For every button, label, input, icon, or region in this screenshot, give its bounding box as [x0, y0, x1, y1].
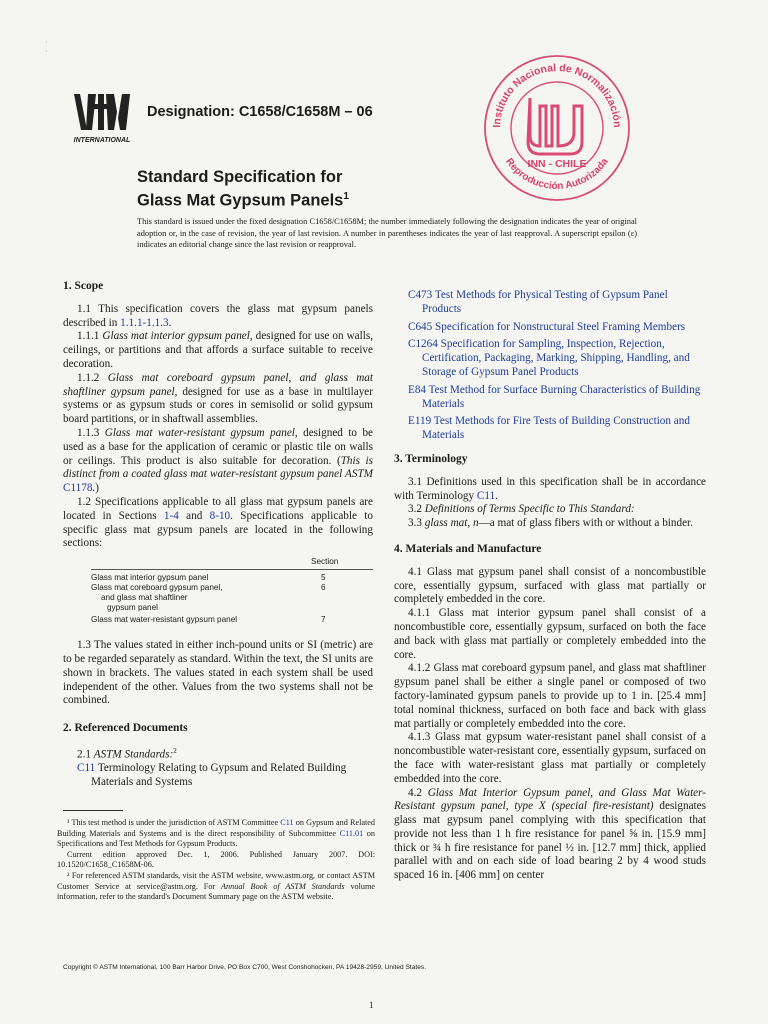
- refdocs-heading: 2. Referenced Documents: [63, 722, 188, 735]
- para-4-1-2: 4.1.2 Glass mat coreboard gypsum panel, and glass mat shaftliner gypsum panel shall be either a single panel or composed of two factory-laminated gypsum panels to provide up to 1 in. [25.4 mm] total nominal thickness, surfaced on both face and back with glass mat partially or completely embedded into the core.: [394, 662, 706, 730]
- para-1-1-2: 1.1.2 Glass mat coreboard gypsum panel, and glass mat shaftliner gypsum panel, designed for use as a base in multilayer systems or as gypsum studs or cores in semisolid or solid gypsum board partitions, or in shaftwall assemblies.: [63, 371, 374, 426]
- para-1-1-3: 1.1.3 Glass mat water-resistant gypsum panel, designed to be used as a base for the application of ceramic or plastic tile on walls or ceilings. This product is also suitable for decoration. (This is distinct from a coated glass mat water-resistant gypsum panel ASTM C1178.): [63, 426, 373, 495]
- para-4-1-3: 4.1.3 Glass mat gypsum water-resistant panel shall consist of a noncombustible water-resistant core, essentially gypsum, surfaced on the face with water-resistant glass mat partially or completely embedded into the core.: [394, 731, 706, 785]
- ref-link[interactable]: C1178: [63, 482, 93, 495]
- inn-chile-stamp: [478, 44, 636, 212]
- materials-heading: 4. Materials and Manufacture: [394, 542, 542, 555]
- para-1-1-1: 1.1.1 Glass mat interior gypsum panel, designed for use on walls, ceilings, or partitions and that affords a surface suitable to receive decoration.: [63, 330, 373, 370]
- ref-link[interactable]: C11: [476, 489, 496, 502]
- ref-link[interactable]: 1.1.1-1.1.3: [120, 316, 169, 329]
- para-1-2: 1.2 Specifications applicable to all glass mat gypsum panels are located in Sections 1-4 and 8-10. Specifications applicable to specific glass mat gypsum panels are located in the following sections:: [63, 495, 373, 550]
- reference-item: E119 Test Methods for Fire Tests of Building Construction and Materials: [408, 415, 690, 442]
- scan-specks: · ·: [45, 38, 48, 56]
- ref-link[interactable]: C645: [408, 320, 433, 333]
- ref-link[interactable]: C11.01: [339, 828, 364, 838]
- logo-caption: INTERNATIONAL: [73, 137, 131, 144]
- table-row: and glass mat shaftliner: [101, 593, 188, 603]
- footnote-1: ¹ This test method is under the jurisdiction of ASTM Committee C11 on Gypsum and Related Building Materials and Systems and is the direct responsibility of Subcommittee C11.01 on Specifications and Test Methods for Gypsum Products.: [57, 818, 375, 849]
- left-column: [63, 280, 373, 794]
- ref-link[interactable]: C1264: [408, 338, 438, 351]
- document-title: [137, 167, 349, 211]
- stamp-ring-text: Instituto Nacional de Normalización: [490, 61, 624, 128]
- table-row: Glass mat interior gypsum panel 5: [91, 573, 326, 583]
- table-rule: [91, 569, 373, 570]
- ref-link[interactable]: C473: [408, 289, 433, 301]
- para-3-1: 3.1 Definitions used in this specification shall be in accordance with Terminology C11.: [394, 475, 706, 502]
- para-3-3: 3.3 glass mat, n—a mat of glass fibers with or without a binder.: [408, 517, 693, 530]
- astm-logo-icon: [70, 90, 134, 146]
- stamp-center-text: INN - CHILE: [527, 158, 587, 170]
- para-1-3: 1.3 The values stated in either inch-pound units or SI (metric) are to be regarded separately as standard. Within the text, the SI units are shown in brackets. The values stated in each system shall be used independent of the other. Values from the two systems shall not be combined.: [63, 639, 374, 707]
- reference-item: E84 Test Method for Surface Burning Characteristics of Building Materials: [408, 383, 701, 410]
- section-table: [63, 557, 373, 639]
- standard-notice: This standard is issued under the fixed designation C1658/C1658M; the number immediately following the designation indicates the year of original adoption or, in the case of revision, the year of last revision. A number in parentheses indicates the year of last reapproval. A superscript epsilon (ε) indicates an editorial change since the last revision or reapproval.: [137, 217, 637, 249]
- title-line-2: Glass Mat Gypsum Panels$^1$: [137, 191, 349, 210]
- para-3-2: 3.2 Definitions of Terms Specific to This Standard:: [408, 503, 635, 516]
- scope-heading: 1. Scope: [63, 280, 104, 292]
- para-2-1: 2.1 ASTM Standards:$^2$: [77, 746, 177, 761]
- table-row: Glass mat coreboard gypsum panel, 6: [91, 583, 326, 593]
- title-line-1: Standard Specification for: [137, 168, 343, 186]
- ref-link[interactable]: E84: [408, 383, 427, 396]
- para-4-2: 4.2 Glass Mat Interior Gypsum panel, and Glass Mat Water-Resistant gypsum panel, type X (special fire-resistant) designates glass mat gypsum panel complying with this specification that provide not less than 1 h fire resistance for panel ⅝ in. [15.9 mm] thick or ¾ h fire resistance for panel ½ in. [12.7 mm] thick, applied parallel with and on each side of load bearing 2 by 4 wood studs spaced 16 in. [406 mm] on center: [394, 786, 706, 882]
- table-row: gypsum panel: [107, 603, 158, 613]
- terminology-heading: 3. Terminology: [394, 452, 468, 465]
- para-1-1: 1.1 This specification covers the glass mat gypsum panels described in 1.1.1-1.1.3.: [63, 302, 373, 329]
- table-row: Glass mat water-resistant gypsum panel 7: [91, 615, 326, 625]
- reference-item: C11 Terminology Relating to Gypsum and Related Building Materials and Systems: [77, 762, 347, 789]
- reference-item: C645 Specification for Nonstructural Steel Framing Members: [408, 320, 686, 333]
- footnote-1-edition: Current edition approved Dec. 1, 2006. Published January 2007. DOI: 10.1520/C1658_C1658M-06.: [57, 849, 375, 870]
- footnote-rule: [63, 810, 123, 811]
- right-column: [394, 289, 706, 883]
- para-4-1-1: 4.1.1 Glass mat interior gypsum panel shall consist of a noncombustible core, essentially gypsum, surfaced on both the face and back with glass mat partially or completely embedded into the core.: [394, 607, 706, 661]
- footnote-2: ² For referenced ASTM standards, visit the ASTM website, www.astm.org, or contact ASTM Customer Service at service@astm.org. For Annual Book of ASTM Standards volume information, refer to the standard's Document Summary page on the ASTM website.: [57, 870, 376, 902]
- reference-item: C1264 Specification for Sampling, Inspection, Rejection, Certification, Packaging, Marking, Shipping, Handling, and Storage of Gypsum Panel Products: [408, 338, 690, 378]
- reference-item: C473 Test Methods for Physical Testing of Gypsum Panel Products: [408, 289, 668, 315]
- stamp-bottom-text: Reproducción Autorizada: [503, 156, 611, 193]
- copyright-line: Copyright © ASTM International, 100 Barr Harbor Drive, PO Box C700, West Conshohocken, PA 19428-2959, United States.: [63, 964, 427, 971]
- page-number: 1: [369, 1000, 374, 1010]
- footnotes: [57, 818, 375, 903]
- para-4-1: 4.1 Glass mat gypsum panel shall consist of a noncombustible core, essentially gypsum, surfaced with glass mat partially or completely embedded in the core.: [394, 565, 706, 606]
- table-header: Section: [311, 557, 339, 567]
- ref-link[interactable]: 1-4: [163, 509, 179, 522]
- ref-link[interactable]: C11: [280, 818, 294, 827]
- ref-link[interactable]: C11: [77, 762, 96, 775]
- ref-link[interactable]: 8-10: [209, 509, 231, 522]
- designation: Designation: C1658/C1658M – 06: [147, 104, 373, 120]
- ref-link[interactable]: E119: [408, 415, 432, 428]
